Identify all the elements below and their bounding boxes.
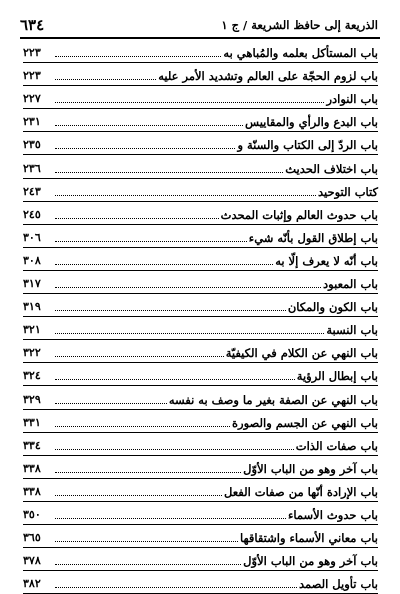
toc-entry — [23, 479, 378, 502]
dot-leader — [55, 356, 224, 357]
toc-entry-title: باب تأويل الصمد — [298, 577, 378, 592]
toc-entry-page: ٣١٧ — [23, 277, 41, 291]
toc-entry — [23, 548, 378, 571]
toc-entry-title: باب حدوث الأسماء — [287, 507, 378, 522]
toc-entry-page: ٣٢٢ — [23, 346, 41, 360]
toc-entry — [23, 502, 378, 525]
toc-entry — [23, 456, 378, 479]
dot-leader — [55, 148, 235, 149]
dot-leader — [55, 195, 316, 196]
dot-leader — [55, 287, 321, 288]
dot-leader — [55, 333, 324, 334]
dot-leader — [55, 125, 243, 126]
toc-entry-title: باب الإرادة أنّها من صفات الفعل — [224, 484, 378, 499]
toc-entry-title: باب إطلاق القول بأنّه شيء — [248, 230, 378, 245]
dot-leader — [55, 472, 241, 473]
toc-entry-page: ٣٢٤ — [23, 369, 41, 383]
toc-entry-title: باب البدع والرأي والمقاييس — [245, 115, 378, 130]
toc-entry-title: باب آخر وهو من الباب الأوّل — [243, 461, 378, 476]
toc-entry — [23, 525, 378, 548]
dot-leader — [55, 218, 219, 219]
toc-entry — [23, 132, 378, 155]
toc-entry-page: ٣٣١ — [23, 415, 41, 429]
dot-leader — [55, 426, 230, 427]
toc-entry — [23, 86, 378, 109]
dot-leader — [55, 449, 294, 450]
toc-entry-page: ٢٢٧ — [23, 92, 41, 106]
toc-entry-page: ٢٤٥ — [23, 207, 41, 221]
toc-entry — [23, 109, 378, 132]
toc-entry-title: باب صفات الذات — [295, 438, 378, 453]
toc-entry — [23, 571, 378, 594]
dot-leader — [55, 379, 295, 380]
toc-entry-page: ٣٣٨ — [23, 484, 41, 498]
toc-entry-page: ٢٢٣ — [23, 46, 41, 60]
dot-leader — [55, 495, 222, 496]
toc-entry-title: باب معاني الأسماء واشتقاقها — [240, 531, 378, 546]
toc-entry-page: ٣١٩ — [23, 300, 41, 314]
toc-entry-page: ٣٥٠ — [23, 507, 41, 521]
toc-entry-page: ٢٤٣ — [23, 184, 41, 198]
toc-entry-page: ٢٣٦ — [23, 161, 41, 175]
toc-entry-page: ٣٣٨ — [23, 461, 41, 475]
dot-leader — [55, 564, 241, 565]
toc-entry-page: ٣٨٢ — [23, 577, 41, 591]
toc-entry — [23, 294, 378, 317]
toc-entry-title: باب اختلاف الحديث — [285, 161, 378, 176]
toc-entry — [23, 410, 378, 433]
toc-entry-title: باب المعبود — [323, 277, 378, 292]
toc-entry-title: باب حدوث العالم وإثبات المحدث — [220, 207, 378, 222]
toc-entry-title: باب الردّ إلى الكتاب والسنّة و — [237, 138, 378, 153]
table-of-contents — [23, 40, 378, 594]
dot-leader — [55, 264, 273, 265]
toc-entry-page: ٣٧٨ — [23, 554, 41, 568]
dot-leader — [55, 541, 238, 542]
toc-entry — [23, 317, 378, 340]
toc-entry-page: ٣٣٤ — [23, 438, 41, 452]
header-rule — [20, 37, 380, 39]
dot-leader — [55, 518, 286, 519]
page-header — [20, 14, 378, 36]
toc-entry — [23, 386, 378, 409]
toc-entry-title: باب النوادر — [326, 92, 378, 107]
toc-entry-title: باب إبطال الرؤية — [296, 369, 378, 384]
toc-entry-title: باب النهي عن الكلام في الكيفيّة — [225, 346, 378, 361]
toc-entry-page: ٣٠٦ — [23, 230, 41, 244]
running-title: الذريعة إلى حافظ الشريعة / ج ١ — [221, 18, 378, 32]
dot-leader — [55, 241, 247, 242]
toc-entry-page: ٢٢٣ — [23, 69, 41, 83]
toc-entry — [23, 271, 378, 294]
toc-entry-title: باب النسبة — [326, 323, 378, 338]
toc-entry — [23, 155, 378, 178]
dot-leader — [55, 403, 167, 404]
toc-entry-page: ٣٦٥ — [23, 531, 41, 545]
toc-entry-page: ٣٢١ — [23, 323, 41, 337]
page-number: ٦٣٤ — [20, 16, 45, 34]
toc-entry-page: ٢٣٥ — [23, 138, 41, 152]
toc-entry-page: ٣٠٨ — [23, 253, 41, 267]
toc-entry — [23, 340, 378, 363]
dot-leader — [55, 310, 286, 311]
dot-leader — [55, 79, 156, 80]
toc-entry-title: باب النهي عن الصفة بغير ما وصف به نفسه — [168, 392, 378, 407]
toc-entry — [23, 363, 378, 386]
toc-entry — [23, 248, 378, 271]
dot-leader — [55, 172, 283, 173]
toc-entry-title: باب أنّه لا يعرف إلّا به — [275, 253, 378, 268]
toc-entry — [23, 202, 378, 225]
toc-entry-title: كتاب التوحيد — [317, 184, 378, 199]
toc-entry — [23, 433, 378, 456]
toc-entry-page: ٢٣١ — [23, 115, 41, 129]
dot-leader — [55, 56, 221, 57]
toc-entry — [23, 40, 378, 63]
toc-entry-page: ٣٢٩ — [23, 392, 41, 406]
toc-entry-title: باب المستأكل بعلمه والمُباهي به — [223, 46, 378, 61]
toc-entry — [23, 63, 378, 86]
toc-entry — [23, 225, 378, 248]
toc-entry-title: باب آخر وهو من الباب الأوّل — [243, 554, 378, 569]
dot-leader — [55, 102, 324, 103]
toc-entry-title: باب الكون والمكان — [287, 300, 378, 315]
dot-leader — [55, 587, 297, 588]
toc-entry-title: باب النهي عن الجسم والصورة — [232, 415, 378, 430]
toc-entry-title: باب لزوم الحجّة على العالم وتشديد الأمر عليه — [158, 69, 378, 84]
toc-entry — [23, 179, 378, 202]
